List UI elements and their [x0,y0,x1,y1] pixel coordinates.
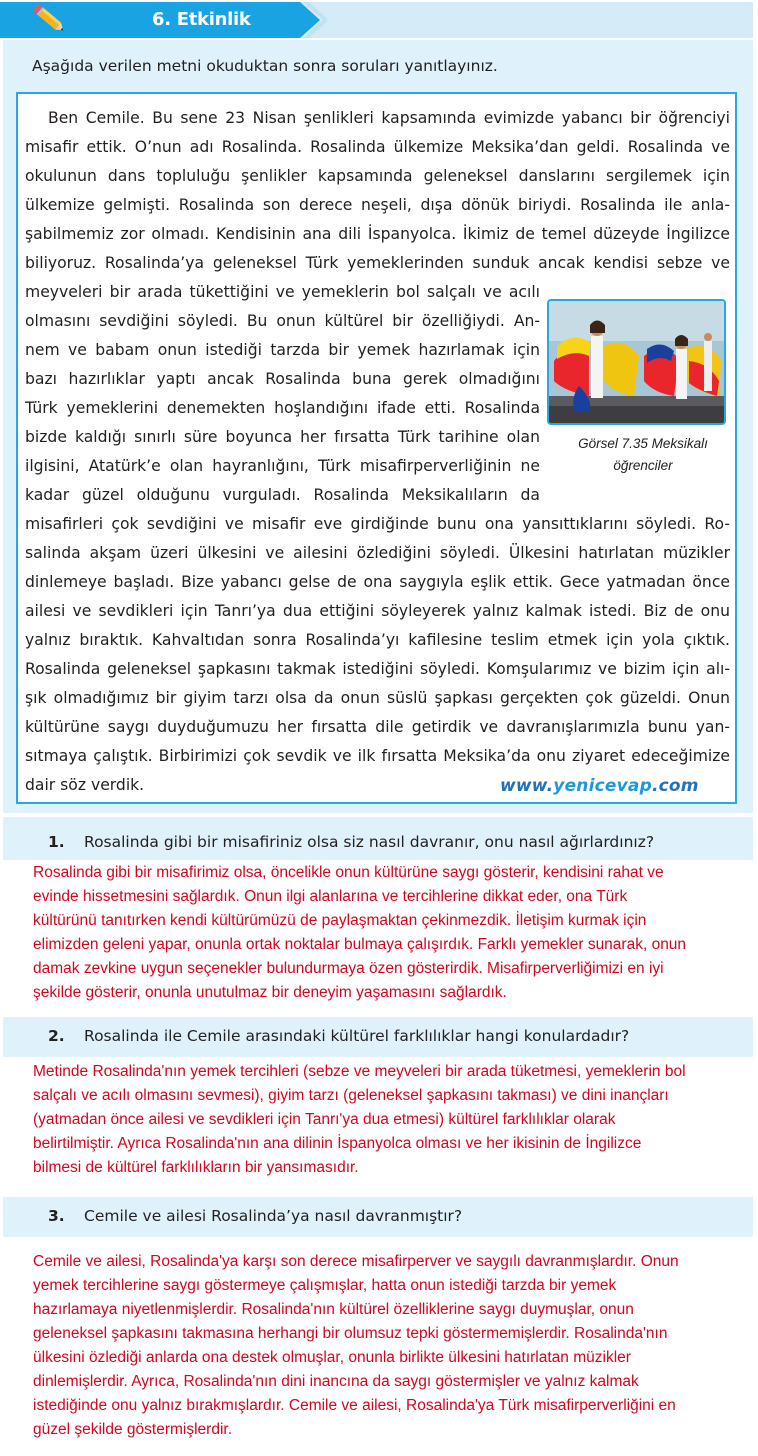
passage-line: Türk yemeklerini denemekten hoşlandığını ifade etti. Rosalinda [25,399,540,417]
answer-line: evinde hissetmesini sağlardık. Onun ilgi alanlarına ve tercihlerine dikkat eder, ona Türk [33,888,628,905]
answer-line: belirtilmiştir. Ayrıca Rosalinda'nın ana dilinin İspanyolca olması ve her ikisinin de İngilizce [33,1135,642,1152]
answer-line: istediğinde onu yalnız bırakmışlardır. Cemile ve ailesi, Rosalinda'ya Türk misafirperverliğini en [33,1397,676,1414]
passage-line: bizde kaldığı sınırlı süre boyunca her fırsatta Türk tarihine olan [25,428,540,446]
passage-line: sıtmaya çalıştık. Birbirimizi çok sevdik ve ilk fırsatta Meksika’da onu ziyaret edeceğimize [25,747,730,765]
passage-line: misafirleri çok sevdiğini ve misafir eve girdiğinde bunu ona yansıttıklarını söyledi. Ro- [25,515,730,533]
question-text: Rosalinda ile Cemile arasındaki kültürel farklılıklar hangi konulardadır? [84,1027,630,1045]
question-text: Rosalinda gibi bir misafiriniz olsa siz nasıl davranır, onu nasıl ağırlardınız? [84,833,655,851]
answer-line: hazırlamaya niyetlenmişlerdir. Rosalinda'nın kültürel özelliklerine saygı duymuşlar, onun [33,1301,634,1318]
passage-line: olmasını sevdiğini söyledi. Bu onun kültürel bir özelliğiydi. An- [25,312,540,330]
passage-line: Rosalinda geleneksel şapkasını takmak istediğini söyledi. Komşularımız ve bizim için alı- [25,660,730,678]
dancers-illustration [549,301,724,423]
answer-line: damak zevkine uygun seçenekler bulundurmaya özen gösterirdik. Misafirperverliğimizi en iyi [33,960,664,977]
watermark-part: .com [651,776,699,796]
passage-line: dair söz verdik. [25,776,145,794]
question-number: 2. [48,1027,65,1045]
mexican-students-photo [547,299,726,425]
passage-line: biliyoruz. Rosalinda’ya geleneksel Türk yemeklerinden sunduk ancak kendisi sebze ve [25,254,730,272]
watermark-part: www. [500,776,554,796]
answer-line: bilmesi de kültürel farklılıkların bir yansımasıdır. [33,1159,359,1176]
passage-line: ilgisini, Atatürk’e olan hayranlığını, Türk misafirperverliğinin ne [25,457,540,475]
passage-line: dinlemeye başladı. Bize yabancı gelse de ona saygıyla eşlik ettik. Gece yatmadan önce [25,573,730,591]
answer-line: (yatmadan önce ailesi ve sevdikleri için Tanrı'ya dua etmesi) kültürel farklılıklar olarak [33,1111,616,1128]
answer-line: salçalı ve acılı olmasını sevmesi), giyim tarzı (geleneksel şapkasını takması) ve dini inançları [33,1087,669,1104]
answer-line: kültürünü tanıtırken kendi kültürümüzü de paylaşmaktan çekinmezdik. İletişim kurmak için [33,912,647,929]
passage-line: nem ve babam onun istediği tarzda bir yemek hazırlamak için [25,341,540,359]
answer-line: Cemile ve ailesi, Rosalinda'ya karşı son derece misafirperver ve saygılı davranmışlardır. Onun [33,1253,679,1270]
passage-line: bazı hazırlıklar yaptı ancak Rosalinda buna gerek olmadığını [25,370,540,388]
passage-line: ailesi ve sevdikleri için Tanrı’ya dua ettiğini söyleyerek yalnız kalmak istedi. Biz de onu [25,602,730,620]
instruction-text: Aşağıda verilen metni okuduktan sonra soruları yanıtlayınız. [32,57,498,75]
answer-line: güzel şekilde göstermişlerdir. [33,1421,233,1438]
passage-line: okulunun dans topluluğu şenlikler kapsamında geleneksel danslarını sergilemek için [25,167,730,185]
header-light-strip [300,2,753,38]
answer-line: dinlemişlerdir. Ayrıca, Rosalinda'nın dini inancına da saygı göstermişler ve yalnız kalmak [33,1373,639,1390]
answer-line: şekilde gösterir, onunla unutulmaz bir deneyim yaşamasını sağlardık. [33,984,507,1001]
pencil-icon [30,3,70,37]
answer-line: Rosalinda gibi bir misafirimiz olsa, öncelikle onun kültürüne saygı gösterir, kendisini rahat ve [33,864,664,881]
answer-line: Metinde Rosalinda'nın yemek tercihleri (sebze ve meyveleri bir arada tüketmesi, yemeklerin bol [33,1063,686,1080]
site-watermark [500,776,699,796]
answer-line: elimizden geleni yapar, onunla ortak noktalar bulmaya çalışırdık. Farklı yemekler sunarak, onun [33,936,687,953]
passage-line: salinda akşam üzeri ülkesini ve ailesini özlediğini söyledi. Ülkesini hatırlatan müzikler [25,544,730,562]
passage-line: misafir ettik. O’nun adı Rosalinda. Rosalinda ülkemize Meksika’dan geldi. Rosalinda ve [25,138,730,156]
question-number: 3. [48,1207,65,1225]
figure-caption-line: öğrenciler [613,458,673,473]
passage-line: kültürüne saygı duyduğumuzu her fırsatta dile getirdik ve davranışlarımızla bunu yan- [25,718,730,736]
passage-line: yalnız bıraktık. Kahvaltıdan sonra Rosalinda’yı kafilesine teslim etmek için yola çıktık. [25,631,730,649]
figure-caption-line: Görsel 7.35 Meksikalı [578,436,708,451]
passage-line: Ben Cemile. Bu sene 23 Nisan şenlikleri kapsamında evimizde yabancı bir öğrenciyi [48,109,730,127]
activity-title: 6. Etkinlik [152,9,251,30]
answer-line: yemek tercihlerine saygı göstermeye çalışmışlar, hatta onun istediği tarzda bir yemek [33,1277,617,1294]
figure-caption [553,433,733,477]
passage-line: şabilmemiz zor olmadı. Kendisinin ana dili İspanyolca. İkimiz de temel düzeyde İngilizce [25,225,730,243]
passage-line: kadar güzel olduğunu vurguladı. Rosalinda Meksikalıların da [25,486,540,504]
passage-line: meyveleri bir arada tükettiğini ve yemeklerin bol salçalı ve acılı [25,283,540,301]
question-text: Cemile ve ailesi Rosalinda’ya nasıl davranmıştır? [84,1207,463,1225]
passage-line: şık olmadığımız bir giyim tarzı olsa da onun süslü şapkası gerçekten çok güzeldi. Onun [25,689,730,707]
answer-line: geleneksel şapkasını takmasına herhangi bir olumsuz tepki göstermemişlerdir. Rosalinda'nın [33,1325,668,1342]
question-number: 1. [48,833,65,851]
passage-line: ülkemize gelmişti. Rosalinda son derece neşeli, dışa dönük biriydi. Rosalinda ile anla- [25,196,730,214]
answer-line: ülkesini özlediği anlarda ona destek olmuşlar, onunla birlikte ülkesini hatırlatan müzikler [33,1349,631,1366]
watermark-part: yenicevap [553,776,652,796]
